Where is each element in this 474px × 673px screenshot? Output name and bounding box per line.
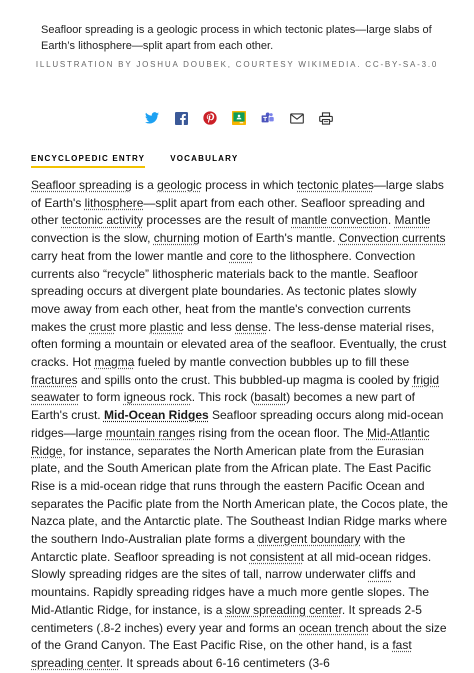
microsoft-teams-icon [261,112,275,125]
pinterest-icon [203,111,217,125]
print-icon [319,112,333,125]
glossary-term-link[interactable]: fractures [31,372,78,387]
glossary-term-link[interactable]: consistent [249,549,304,564]
glossary-term-link[interactable]: Mid-Atlantic Ridge [31,425,430,458]
content-tabs [31,154,238,168]
glossary-term-link[interactable]: magma [94,355,135,370]
glossary-term-link[interactable]: churning [153,231,200,246]
glossary-term-link[interactable]: plastic [149,319,184,334]
glossary-term-link[interactable]: ocean trench [299,620,369,635]
article-body: Seafloor spreading is a geologic process in which tectonic plates—large slabs of Earth's lithosphere—split apart from each other. Seafloor spreading and other tectonic activity processes are the result of mantle convection. Mantle convection is the slow, churning motion of Earth's mantle. Convection currents carry heat from the lower mantle and core to the lithosphere. Convection currents also “recycle” lithospheric materials back to the mantle. Seafloor spreading occurs at divergent plate boundaries. As tectonic plates slowly move away from each other, heat from the mantle's convection currents makes the crust more plastic and less dense. The less-dense material rises, often forming a mountain or elevated area of the seafloor. Eventually, the crust cracks. Hot magma fueled by mantle convection bubbles up to fill these fractures and spills onto the crust. This bubbled-up magma is cooled by frigid seawater to form igneous rock. This rock (basalt) becomes a new part of Earth's crust. Mid-Ocean Ridges Seafloor spreading occurs along mid-ocean ridges—large mountain ranges rising from the ocean floor. The Mid-Atlantic Ridge, for instance, separates the North American plate from the Eurasian plate, and the South American plate from the African plate. The East Pacific Rise is a mid-ocean ridge that runs through the eastern Pacific Ocean and separates the Pacific plate from the North American plate, the Cocos plate, the Nazca plate, and the Antarctic plate. The Southeast Indian Ridge marks where the southern Indo-Australian plate forms a divergent boundary with the Antarctic plate. Seafloor spreading is not consistent at all mid-ocean ridges. Slowly spreading ridges are the sites of tall, narrow underwater cliffs and mountains. Rapidly spreading ridges have a much more gentle slopes. The Mid-Atlantic Ridge, for instance, is a slow spreading center. It spreads 2-5 centimeters (.8-2 inches) every year and forms an ocean trench about the size of the Grand Canyon. The East Pacific Rise, on the other hand, is a fast spreading center. It spreads about 6-16 centimeters (3-6 [31,178,448,670]
pinterest-share-button[interactable] [196,110,224,126]
glossary-term-link[interactable]: crust [89,319,116,334]
glossary-term-link[interactable]: dense [235,319,268,334]
image-credit: ILLUSTRATION BY JOSHUA DOUBEK, COURTESY WIKIMEDIA. CC-BY-SA-3.0 [35,60,439,69]
tab-vocabulary[interactable]: VOCABULARY [170,154,239,163]
google-classroom-icon [232,111,246,125]
glossary-term-link[interactable]: cliffs [368,567,393,582]
glossary-term-link[interactable]: mantle convection [291,213,388,228]
email-icon [290,113,304,124]
glossary-term-link[interactable]: slow spreading center [225,602,342,617]
print-button[interactable] [312,110,340,126]
glossary-term-link[interactable]: geologic [157,178,202,192]
glossary-term-link[interactable]: mountain ranges [105,425,196,440]
glossary-term-link[interactable]: frigid [412,372,439,387]
glossary-term-link[interactable]: Convection currents [338,231,446,246]
glossary-term-link[interactable]: Mantle [394,213,431,228]
facebook-share-button[interactable] [167,110,195,126]
facebook-icon [175,112,188,125]
glossary-term-link[interactable]: core [229,248,254,263]
glossary-term-link[interactable]: tectonic plates [297,178,374,192]
tab-encyclopedic-entry[interactable]: ENCYCLOPEDIC ENTRY [31,154,145,168]
glossary-term-link[interactable]: igneous rock [123,390,192,405]
twitter-share-button[interactable] [138,110,166,126]
glossary-term-link[interactable]: tectonic activity [61,213,144,228]
email-share-button[interactable] [283,110,311,126]
glossary-term-link[interactable]: basalt [254,390,287,405]
google-classroom-share-button[interactable] [225,110,253,126]
microsoft-teams-share-button[interactable] [254,110,282,126]
glossary-term-link[interactable]: fast spreading center [31,638,412,670]
image-caption: Seafloor spreading is a geologic process in which tectonic plates—large slabs of Earth’s lithosphere—split apart from each other. [41,24,432,52]
section-heading: Mid-Ocean Ridges [103,408,209,423]
glossary-term-link[interactable]: seawater [31,390,80,405]
glossary-term-link[interactable]: lithosphere [84,195,144,210]
share-bar [138,110,341,126]
glossary-term-link[interactable]: Seafloor spreading [31,178,132,192]
glossary-term-link[interactable]: divergent boundary [257,532,361,547]
twitter-icon [145,112,159,124]
